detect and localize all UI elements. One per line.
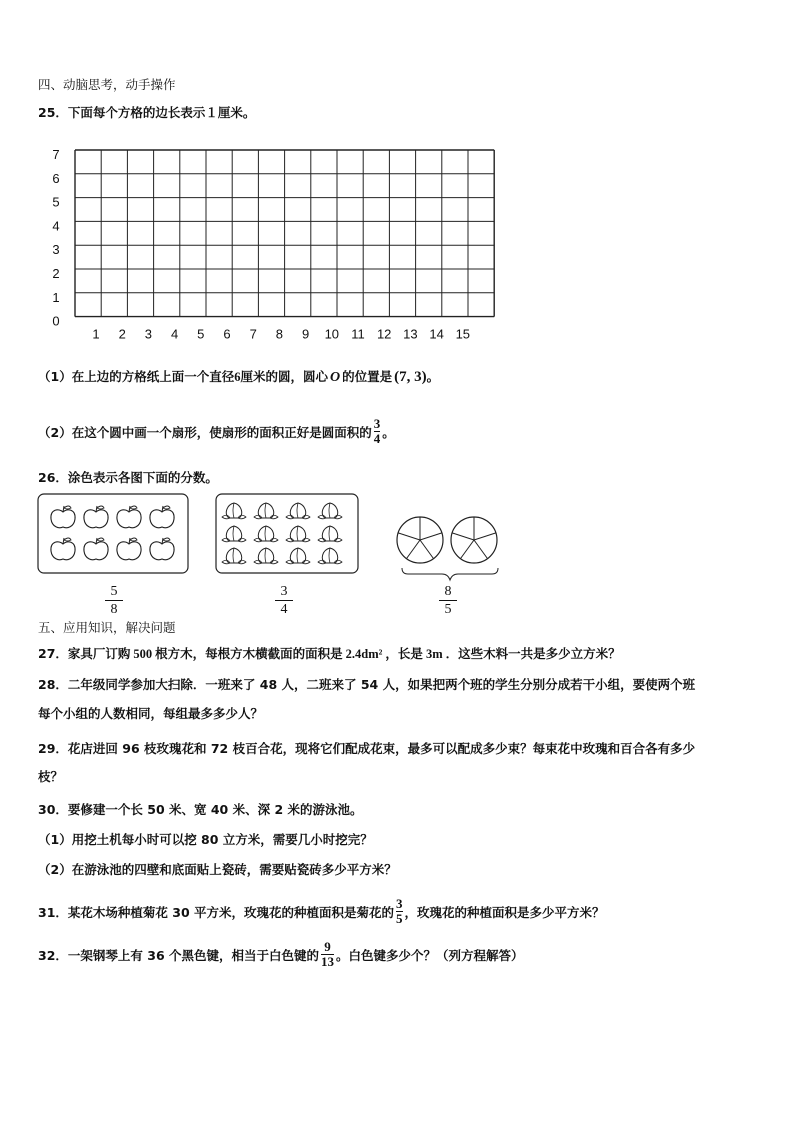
peach-icon xyxy=(286,526,310,542)
y-tick-label: 6 xyxy=(52,170,60,186)
q32-after: 。白色键多少个？（列方程解答） xyxy=(336,948,524,963)
fraction-numerator: 5 xyxy=(110,584,118,599)
x-tick-label: 9 xyxy=(301,326,310,340)
fraction-9-13 xyxy=(321,940,334,969)
pie-circle xyxy=(451,517,497,563)
q26-figures xyxy=(36,492,516,582)
q32-before: 32．一架钢琴上有 36 个黑色键，相当于白色键的 xyxy=(38,948,319,963)
q26-fraction-circles xyxy=(437,584,459,617)
fraction-denominator: 4 xyxy=(280,602,288,617)
apple-icon xyxy=(84,538,108,560)
pie-circles-group xyxy=(397,517,497,563)
peach-icon xyxy=(318,503,342,519)
q25-center-symbol: O xyxy=(329,370,341,385)
peach-icon xyxy=(254,526,278,542)
x-tick-label: 8 xyxy=(275,326,284,340)
q32 xyxy=(38,939,524,971)
y-tick-label: 0 xyxy=(52,313,60,329)
q27-end: ．这些木料一共是多少立方米？ xyxy=(445,646,621,661)
fraction-numerator: 3 xyxy=(396,896,403,911)
q30-part2: （2）在游泳池的四壁和底面贴上瓷砖，需要贴瓷砖多少平方米？ xyxy=(38,862,397,877)
q31-before: 31．某花木场种植菊花 30 平方米，玫瑰花的种植面积是菊花的 xyxy=(38,905,394,920)
peach-icon xyxy=(286,503,310,519)
apple-icon xyxy=(51,538,75,560)
q25-diameter: 6 xyxy=(234,370,241,384)
q30-part1: （1）用挖土机每小时可以挖 80 立方米，需要几小时挖完？ xyxy=(38,832,373,847)
apple-icon xyxy=(150,538,174,560)
q27-count: 500 xyxy=(133,647,153,661)
q28-line1: 28．二年级同学参加大扫除．一班来了 48 人，二班来了 54 人，如果把两个班的学生分别分成若干小组，要使两个班 xyxy=(38,677,696,692)
fraction-numerator: 8 xyxy=(444,584,452,599)
q26-fraction-peaches xyxy=(273,584,295,617)
peach-icon xyxy=(318,548,342,564)
apples-group xyxy=(51,506,174,560)
peach-icon xyxy=(222,526,246,542)
x-tick-label: 4 xyxy=(170,326,179,340)
fraction-3-5 xyxy=(396,897,403,926)
x-tick-label: 2 xyxy=(118,326,126,340)
q25-part1 xyxy=(38,369,439,386)
q25-part1-text-mid: 厘米的圆，圆心 xyxy=(240,369,328,384)
peach-icon xyxy=(286,548,310,564)
q25-part1-text-mid2: 的位置是 xyxy=(342,369,393,384)
apple-icon xyxy=(84,506,108,528)
fraction-numerator: 3 xyxy=(280,584,288,599)
q25-stem: 25．下面每个方格的边长表示１厘米。 xyxy=(38,105,256,120)
q29-line1: 29．花店进回 96 枝玫瑰花和 72 枝百合花，现将它们配成花束，最多可以配成多少束？每束花中玫瑰和百合各有多少 xyxy=(38,741,696,756)
q27-length: 3m xyxy=(425,647,443,661)
fraction-numerator: 9 xyxy=(324,939,331,954)
peach-icon xyxy=(222,503,246,519)
y-tick-label: 3 xyxy=(52,242,60,258)
peach-icon xyxy=(318,526,342,542)
q28-line2: 每个小组的人数相同，每组最多多少人？ xyxy=(38,706,264,721)
pie-circle xyxy=(397,517,443,563)
q25-grid-paper xyxy=(40,140,500,340)
q26-fraction-apples xyxy=(103,584,125,617)
fraction-denominator: 13 xyxy=(321,954,334,969)
fraction-3-4 xyxy=(374,417,381,446)
x-tick-label: 15 xyxy=(455,326,471,340)
q25-part1-end: 。 xyxy=(426,369,440,384)
fraction-denominator: 5 xyxy=(444,602,452,617)
peach-icon xyxy=(222,548,246,564)
apples-box xyxy=(38,494,188,573)
x-tick-label: 11 xyxy=(351,326,365,340)
q25-part2 xyxy=(38,416,395,448)
y-tick-label: 4 xyxy=(52,218,60,234)
q30-stem: 30．要修建一个长 50 米、宽 40 米、深 2 米的游泳池。 xyxy=(38,802,363,817)
q25-part2-end: 。 xyxy=(382,425,395,440)
y-tick-label: 7 xyxy=(52,147,60,162)
x-tick-label: 6 xyxy=(223,326,231,340)
brace xyxy=(402,568,498,580)
x-tick-label: 1 xyxy=(92,326,100,340)
q27-mid2: ，长是 xyxy=(385,646,423,661)
x-tick-label: 14 xyxy=(429,326,444,340)
apple-icon xyxy=(51,506,75,528)
fraction-denominator: 8 xyxy=(110,602,118,617)
grid-x-labels xyxy=(92,327,470,340)
y-tick-label: 1 xyxy=(52,289,60,305)
q31 xyxy=(38,896,605,928)
fraction-numerator: 3 xyxy=(373,416,381,431)
apple-icon xyxy=(117,506,141,528)
peach-icon xyxy=(254,503,278,519)
x-tick-label: 5 xyxy=(197,326,205,340)
section-title-4: 四、动脑思考，动手操作 xyxy=(38,77,176,92)
peach-icon xyxy=(254,548,278,564)
q27-area: 2.4dm² xyxy=(345,647,383,661)
y-tick-label: 5 xyxy=(52,194,60,210)
q26-stem: 26．涂色表示各图下面的分数。 xyxy=(38,470,218,485)
q27 xyxy=(38,646,621,662)
y-tick-label: 2 xyxy=(52,266,60,281)
x-tick-label: 12 xyxy=(376,326,392,340)
x-tick-label: 13 xyxy=(403,326,418,340)
q27-prefix: 27．家具厂订购 xyxy=(38,646,131,661)
apple-icon xyxy=(150,506,174,528)
fraction-denominator: 4 xyxy=(373,431,381,446)
peaches-group xyxy=(222,503,342,564)
q25-part2-text: （2）在这个圆中画一个扇形，使扇形的面积正好是圆面积的 xyxy=(38,425,372,440)
x-tick-label: 7 xyxy=(249,326,257,340)
q29-line2: 枝？ xyxy=(38,769,64,784)
grid-lines xyxy=(75,150,494,317)
q31-after: ，玫瑰花的种植面积是多少平方米？ xyxy=(404,905,605,920)
fraction-denominator: 5 xyxy=(396,911,403,926)
x-tick-label: 3 xyxy=(144,326,153,340)
q27-mid: 根方木，每根方木横截面的面积是 xyxy=(155,646,343,661)
x-tick-label: 10 xyxy=(324,326,340,340)
apple-icon xyxy=(117,538,141,560)
q25-part1-text: （1）在上边的方格纸上面一个直径 xyxy=(38,369,235,384)
grid-y-labels xyxy=(52,147,59,329)
q25-coords: (7, 3) xyxy=(394,369,427,385)
section-title-5: 五、应用知识，解决问题 xyxy=(38,620,176,635)
